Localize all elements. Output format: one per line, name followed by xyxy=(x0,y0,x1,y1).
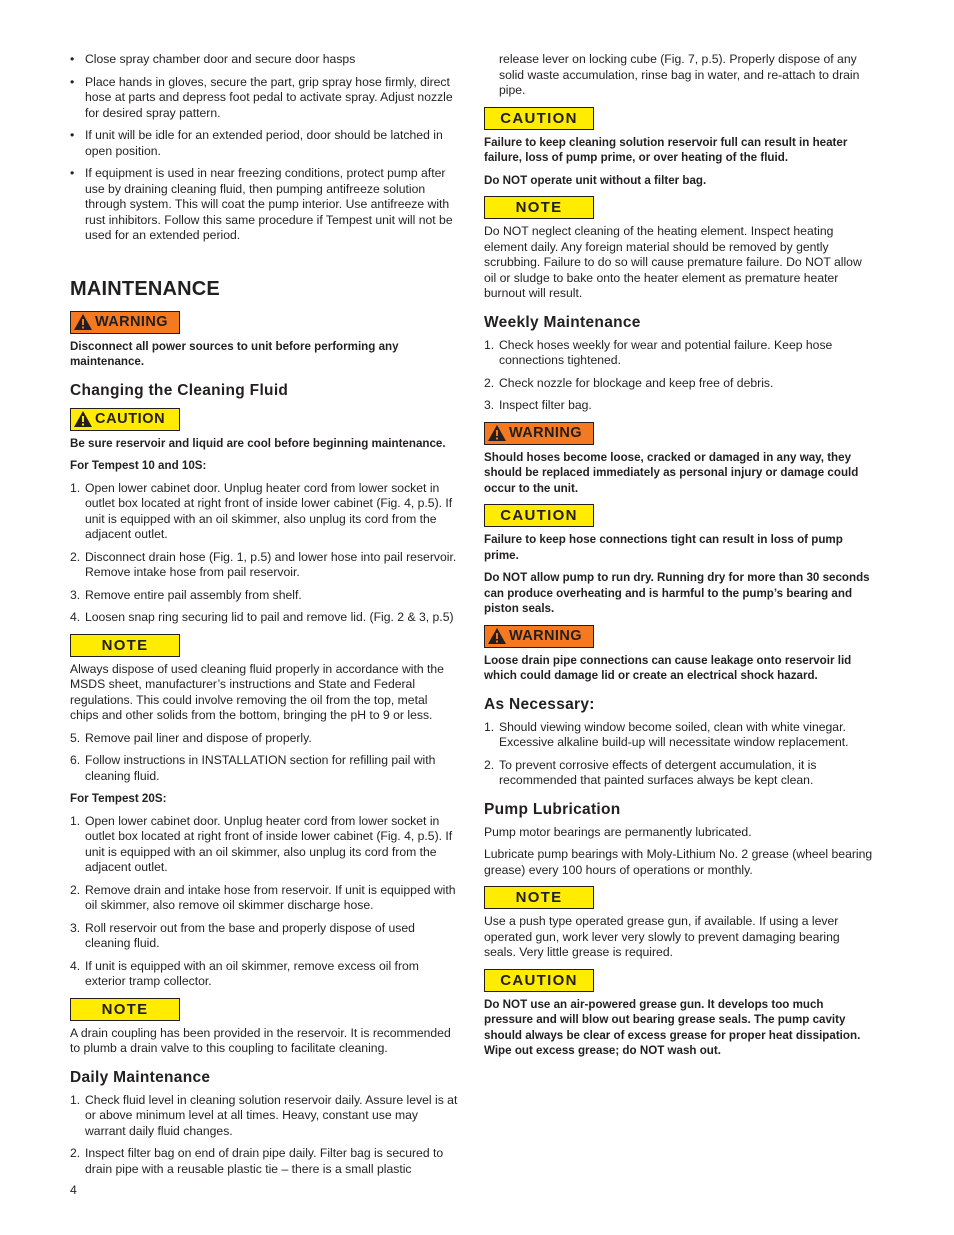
section-title-maintenance: MAINTENANCE xyxy=(70,277,220,300)
bullet-item: • If equipment is used in near freezing conditions, protect pump after use by draining cleaning fluid, then pumping antifreeze solution through system. This will coat the pump interior. Use antifreeze with rust inhibitors. Follow this same procedure if Tempest unit will not be used for an extended period. xyxy=(70,166,458,244)
right-column xyxy=(484,52,874,1066)
caution-badge xyxy=(70,408,180,431)
warning-triangle-icon xyxy=(73,313,93,331)
subsection-title-as-necessary: As Necessary: xyxy=(484,695,595,713)
caution-text: Failure to keep cleaning solution reservoir full can result in heater failure, loss of pump prime, or over heating of the fluid. xyxy=(484,135,848,164)
list-item: 3. Roll reservoir out from the base and properly dispose of used cleaning fluid. xyxy=(70,920,415,950)
page-number: 4 xyxy=(70,1183,77,1197)
list-item: 2. Inspect filter bag on end of drain pipe daily. Filter bag is secured to drain pipe with a reusable plastic tie – there is a small plastic xyxy=(70,1146,444,1176)
warning-badge xyxy=(484,422,594,445)
caution-text: Do NOT operate unit without a filter bag. xyxy=(484,173,707,187)
bullet-item: • Place hands in gloves, secure the part, grip spray hose firmly, direct hose at parts and depress foot pedal to activate spray. Adjust nozzle for desired spray pattern. xyxy=(70,75,458,122)
caution-badge: CAUTION xyxy=(484,504,594,527)
subsection-title-weekly: Weekly Maintenance xyxy=(484,313,641,331)
warning-text: Loose drain pipe connections can cause leakage onto reservoir lid which could damage lid or create an electrical shock hazard. xyxy=(484,653,852,682)
subsection-title-daily: Daily Maintenance xyxy=(70,1068,211,1086)
warning-triangle-icon xyxy=(487,627,507,645)
note-text: A drain coupling has been provided in the reservoir. It is recommended to plumb a drain valve to this coupling to facilitate cleaning. xyxy=(70,1025,451,1055)
list-item: 6. Follow instructions in INSTALLATION section for refilling pail with cleaning fluid. xyxy=(70,753,436,783)
list-item: 1. Open lower cabinet door. Unplug heater cord from lower socket in outlet box located at right front of inside lower cabinet (Fig. 4, p.5). If unit is equipped with an oil skimmer, also unplug its cord from the adjacent outlet. xyxy=(70,480,453,541)
list-item: 4. Loosen snap ring securing lid to pail and remove lid. (Fig. 2 & 3, p.5) xyxy=(70,610,454,624)
subsection-title-changing: Changing the Cleaning Fluid xyxy=(70,381,289,399)
list-item: 5. Remove pail liner and dispose of properly. xyxy=(70,730,312,745)
caution-badge: CAUTION xyxy=(484,969,594,992)
warning-text: Disconnect all power sources to unit before performing any maintenance. xyxy=(70,339,399,368)
list-item: 2. Remove drain and intake hose from reservoir. If unit is equipped with oil skimmer, also remove oil skimmer discharge hose. xyxy=(70,882,456,912)
list-item: 1. Open lower cabinet door. Unplug heater cord from lower socket in outlet box located at right front of inside lower cabinet (Fig. 4, p.5). If unit is equipped with an oil skimmer, also unplug its cord from the adjacent outlet. xyxy=(70,813,453,874)
list-item: 3. Inspect filter bag. xyxy=(484,398,592,412)
caution-triangle-icon xyxy=(73,410,93,428)
continuation-text: release lever on locking cube (Fig. 7, p.5). Properly dispose of any solid waste accumulation, rinse bag in water, and re-attach to drain pipe. xyxy=(499,52,860,97)
note-badge: NOTE xyxy=(484,196,594,219)
warning-triangle-icon xyxy=(487,424,507,442)
caution-text: Do NOT use an air-powered grease gun. It develops too much pressure and will blow out bearing grease seals. The pump cavity should always be clear of excess grease for proper heat dissipation. Wipe out excess grease; do NOT wash out. xyxy=(484,997,861,1057)
note-badge: NOTE xyxy=(70,998,180,1021)
warning-label: WARNING xyxy=(509,628,582,644)
caution-label: CAUTION xyxy=(95,411,166,427)
note-text: Do NOT neglect cleaning of the heating element. Inspect heating element daily. Any foreign material should be removed by gently scrubbing. Failure to do so will cause premature failure. Do NOT allow oil or sludge to bake onto the heater element as premature heater burnout will result. xyxy=(484,224,862,300)
caution-badge: CAUTION xyxy=(484,107,594,130)
warning-badge xyxy=(484,625,594,648)
list-item: 3. Remove entire pail assembly from shelf. xyxy=(70,587,302,602)
model-label-tempest10: For Tempest 10 and 10S: xyxy=(70,459,207,472)
list-item: 2. To prevent corrosive effects of detergent accumulation, it is recommended that painted surfaces always be kept clean. xyxy=(484,757,817,787)
warning-label: WARNING xyxy=(95,314,168,330)
caution-text: Failure to keep hose connections tight can result in loss of pump prime. xyxy=(484,533,843,562)
bullet-item: • If unit will be idle for an extended period, door should be latched in open position. xyxy=(70,128,458,159)
note-badge: NOTE xyxy=(70,634,180,657)
left-column xyxy=(70,52,458,1184)
list-item: 4. If unit is equipped with an oil skimmer, remove excess oil from exterior tramp collector. xyxy=(70,958,419,988)
bullet-item: • Close spray chamber door and secure door hasps xyxy=(70,52,458,68)
list-item: 1. Check hoses weekly for wear and potential failure. Keep hose connections tightened. xyxy=(484,337,833,367)
caution-text: Be sure reservoir and liquid are cool before beginning maintenance. xyxy=(70,436,446,450)
model-label-tempest20: For Tempest 20S: xyxy=(70,792,167,805)
note-badge: NOTE xyxy=(484,886,594,909)
note-text: Use a push type operated grease gun, if available. If using a lever operated gun, work lever very slowly to prevent damaging bearing seals. Very little grease is required. xyxy=(484,914,840,959)
list-item: 1. Check fluid level in cleaning solution reservoir daily. Assure level is at or above minimum level at all times. Heavy, constant use may warrant daily fluid changes. xyxy=(70,1092,458,1138)
warning-badge xyxy=(70,311,180,334)
caution-text: Do NOT allow pump to run dry. Running dry for more than 30 seconds can produce overheating and is harmful to the pump’s bearing and piston seals. xyxy=(484,571,870,615)
list-item: 1. Should viewing window become soiled, clean with white vinegar. Excessive alkaline build-up will necessitate window replacement. xyxy=(484,719,849,749)
subsection-title-pump: Pump Lubrication xyxy=(484,800,621,818)
paragraph: Lubricate pump bearings with Moly-Lithium No. 2 grease (wheel bearing grease) every 100 hours of operations or monthly. xyxy=(484,847,873,877)
note-text: Always dispose of used cleaning fluid properly in accordance with the MSDS sheet, manufacturer’s instructions and State and Federal regulations. This could involve removing the oil from the top, metal chips and other solids from the bottom, bringing the pH to 9 or less. xyxy=(70,661,444,722)
list-item: 2. Check nozzle for blockage and keep free of debris. xyxy=(484,375,774,390)
warning-text: Should hoses become loose, cracked or damaged in any way, they should be replaced immediately as personal injury or damage could occur to the unit. xyxy=(484,450,859,495)
list-item: 2. Disconnect drain hose (Fig. 1, p.5) and lower hose into pail reservoir. Remove intake hose from pail reservoir. xyxy=(70,549,457,579)
warning-label: WARNING xyxy=(509,425,582,441)
paragraph: Pump motor bearings are permanently lubricated. xyxy=(484,824,752,839)
